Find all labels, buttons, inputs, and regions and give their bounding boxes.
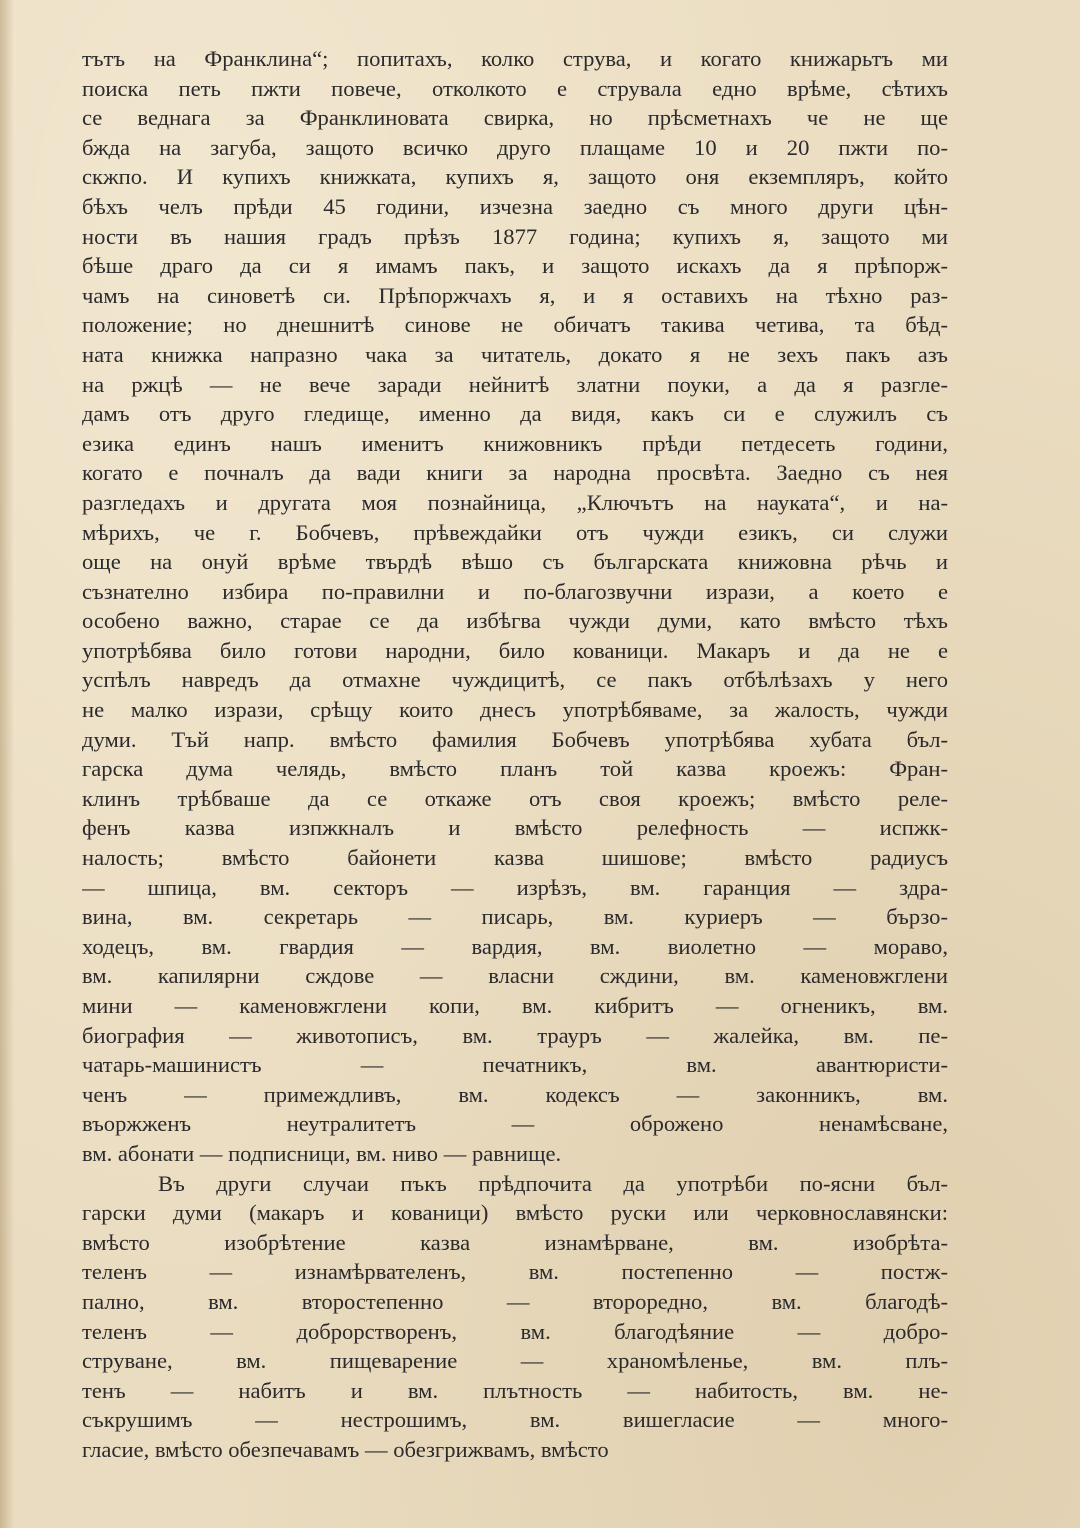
text-line: мини — каменовжглени копи, вм. кибритъ — огненикъ, вм. [82, 993, 948, 1018]
text-line: когато е почналъ да вади книги за народна просвѣта. Заедно съ нея [82, 460, 948, 486]
text-line: теленъ — изнамѣрвателенъ, вм. постепенно — постж- [82, 1259, 948, 1285]
paragraph [82, 1169, 948, 1465]
text-line: още на онуй врѣме твърдѣ вѣшо съ българската книжовна рѣчь и [82, 549, 948, 575]
text-line: ченъ — примеждливъ, вм. кодексъ — законникъ, вм. [82, 1081, 948, 1107]
text-line: бѣхъ челъ прѣди 45 години, изчезна заедно съ много други цѣн- [82, 193, 948, 219]
text-line: въоржженъ неутралитетъ — оброжено ненамѣсване, [82, 1111, 948, 1137]
text-line: бѣше драго да си я имамъ пакъ, и защото искахъ да я прѣпорж- [82, 253, 948, 279]
text-line: Въ други случаи пъкъ прѣдпочита да употрѣби по-ясни бъл- [158, 1170, 948, 1196]
text-line: бжда на загуба, защото всичко друго плащаме 10 и 20 пжти по- [82, 134, 948, 160]
text-line: думи. Тъй напр. вмѣсто фамилия Бобчевъ употрѣбява хубата бъл- [82, 726, 948, 752]
text-line: езика единъ нашъ именитъ книжовникъ прѣди петдесеть години, [82, 430, 948, 456]
text-line: мѣрихъ, че г. Бобчевъ, прѣвеждайки отъ чужди езикъ, си служи [82, 519, 948, 545]
text-line: скжпо. И купихъ книжката, купихъ я, защото оня екземпляръ, който [82, 164, 948, 190]
text-line: успѣлъ навредъ да отмахне чуждицитѣ, се пакъ отбѣлѣзахъ у него [82, 667, 948, 693]
text-line: не малко изрази, срѣщу които днесъ употрѣбяваме, за жалость, чужди [82, 697, 948, 723]
text-line: струване, вм. пищеварение — храномѣленье, вм. плъ- [82, 1348, 948, 1374]
text-line: гласие, вмѣсто обезпечавамъ — обезгрижвамъ, вмѣсто [82, 1436, 609, 1462]
text-line: налость; вмѣсто байонети казва шишове; вмѣсто радиусъ [82, 845, 948, 871]
text-line: поиска петь пжти повече, отколкото е струвала едно врѣме, сѣтихъ [82, 75, 948, 101]
text-line: тенъ — набитъ и вм. плътность — набитость, вм. не- [82, 1377, 948, 1403]
text-line: съкрушимъ — нестрошимъ, вм. вишегласие — много- [82, 1407, 948, 1433]
text-line: ности въ нашия градъ прѣзъ 1877 година; купихъ я, защото ми [82, 223, 948, 249]
text-line: се веднага за Франклиновата свирка, но прѣсметнахъ че не ще [82, 105, 948, 131]
text-line: вмѣсто изобрѣтение казва изнамѣрване, вм. изобрѣта- [82, 1229, 948, 1255]
text-line: чамъ на синоветѣ си. Прѣпоржчахъ я, и я оставихъ на тѣхно раз- [82, 282, 948, 308]
text-line: клинъ трѣбваше да се откаже отъ своя кроежъ; вмѣсто реле- [82, 785, 948, 811]
text-line: вина, вм. секретарь — писарь, вм. куриеръ — бързо- [82, 904, 948, 930]
paragraph [82, 44, 948, 1169]
text-line: употрѣбява било готови народни, било кованици. Макаръ и да не е [82, 637, 948, 663]
text-line: дамъ отъ друго гледище, именно да видя, какъ си е служилъ съ [82, 401, 948, 427]
text-line: пално, вм. второстепенно — второредно, вм. благодѣ- [82, 1288, 948, 1314]
text-line: вм. капилярни сждове — власни сждини, вм. каменовжглени [82, 963, 948, 989]
text-line: вм. абонати — подписници, вм. ниво — равнище. [82, 1140, 562, 1166]
text-line: фенъ казва изпжкналъ и вмѣсто релефность — испжк- [82, 815, 948, 841]
text-line: ната книжка напразно чака за читатель, докато я не зехъ пакъ азъ [82, 341, 948, 367]
text-line: съзнателно избира по-правилни и по-благозвучни изрази, а което е [82, 578, 948, 604]
text-line: гарски думи (макаръ и кованици) вмѣсто руски или черковнославянски: [82, 1200, 948, 1226]
text-line: на ржцѣ — не вече заради нейнитѣ златни поуки, а да я разгле- [82, 371, 948, 397]
text-line: разгледахъ и другата моя познайница, „Ключътъ на науката“, и на- [82, 489, 948, 515]
text-line: ходецъ, вм. гвардия — вардия, вм. виолетно — мораво, [82, 933, 948, 959]
text-line: чатарь-машинистъ — печатникъ, вм. авантюристи- [82, 1052, 948, 1078]
text-line: гарска дума челядь, вмѣсто планъ той казва кроежъ: Фран- [82, 756, 948, 782]
body-text [82, 44, 948, 1465]
text-line: биография — животописъ, вм. трауръ — жалейка, вм. пе- [82, 1022, 948, 1048]
text-line: положение; но днешнитѣ синове не обичатъ такива четива, та бѣд- [82, 312, 948, 338]
text-line: тътъ на Франклина“; попитахъ, колко струва, и когато книжарьтъ ми [82, 46, 948, 71]
text-line: особено важно, старае се да избѣгва чужди думи, като вмѣсто тѣхъ [82, 608, 948, 634]
text-line: теленъ — доброрстворенъ, вм. благодѣяние — добро- [82, 1318, 948, 1344]
page-binding-shadow [0, 0, 14, 1528]
text-line: — шпица, вм. секторъ — изрѣзъ, вм. гаранция — здра- [82, 874, 948, 900]
